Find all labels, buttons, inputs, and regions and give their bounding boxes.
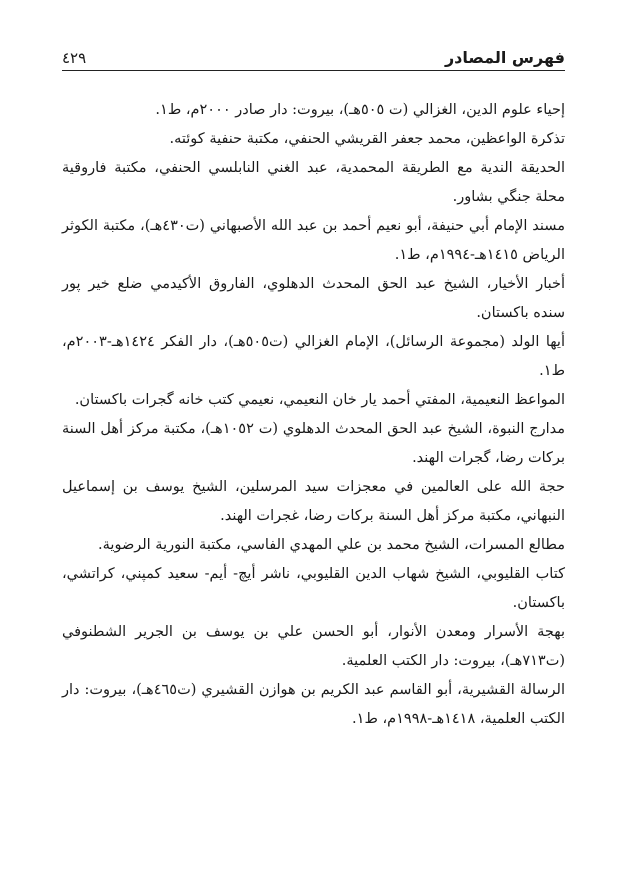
bibliography-list [62, 96, 565, 734]
header-rule [62, 70, 565, 71]
bibliography-entry: مدارج النبوة، الشيخ عبد الحق المحدث الدهلوي (ت ١٠٥٢هـ)، مكتبة مركز أهل السنة بركات رضا، گجرات الهند. [62, 421, 565, 466]
bibliography-entry: إحياء علوم الدين، الغزالي (ت ٥٠٥هـ)، بيروت: دار صادر ٢٠٠٠م، ط١. [155, 102, 565, 118]
bibliography-entry: بهجة الأسرار ومعدن الأنوار، أبو الحسن علي بن يوسف بن الجرير الشطنوفي (ت٧١٣هـ)، بيروت: دار الكتب العلمية. [62, 624, 565, 669]
bibliography-entry: تذكرة الواعظين، محمد جعفر القريشي الحنفي، مكتبة حنفية كوئته. [169, 131, 565, 147]
header-title: فهرس المصادر [444, 48, 565, 67]
bibliography-entry: كتاب القليوبي، الشيخ شهاب الدين القليوبي، ناشر أيچ- أيم- سعيد كمپني، كراتشي، باكستان. [62, 566, 565, 611]
bibliography-entry: الحديقة الندية مع الطريقة المحمدية، عبد الغني النابلسي الحنفي، مكتبة فاروقية محلة جنگي بشاور. [62, 160, 565, 205]
bibliography-entry: مطالع المسرات، الشيخ محمد بن علي المهدي الفاسي، مكتبة النورية الرضوية. [98, 537, 565, 553]
page-number: ٤٢٩ [62, 49, 87, 67]
bibliography-entry: مسند الإمام أبي حنيفة، أبو نعيم أحمد بن عبد الله الأصبهاني (ت٤٣٠هـ)، مكتبة الكوثر الرياض ١٤١٥هـ-١٩٩٤م، ط١. [62, 218, 565, 263]
bibliography-entry: أخبار الأخيار، الشيخ عبد الحق المحدث الدهلوي، الفاروق الأكيدمي ضلع خير پور سنده باكستان. [62, 276, 565, 321]
bibliography-entry: أيها الولد (مجموعة الرسائل)، الإمام الغزالي (ت٥٠٥هـ)، دار الفكر ١٤٢٤هـ-٢٠٠٣م، ط١. [62, 334, 565, 379]
running-header [62, 44, 565, 68]
bibliography-entry: الرسالة القشيرية، أبو القاسم عبد الكريم بن هوازن القشيري (ت٤٦٥هـ)، بيروت: دار الكتب العلمية، ١٤١٨هـ-١٩٩٨م، ط١. [62, 682, 565, 727]
bibliography-entry: حجة الله على العالمين في معجزات سيد المرسلين، الشيخ يوسف بن إسماعيل النبهاني، مكتبة مركز أهل السنة بركات رضا، غجرات الهند. [62, 479, 565, 524]
bibliography-entry: المواعظ النعيمية، المفتي أحمد يار خان النعيمي، نعيمي كتب خانه گجرات باكستان. [74, 392, 565, 408]
